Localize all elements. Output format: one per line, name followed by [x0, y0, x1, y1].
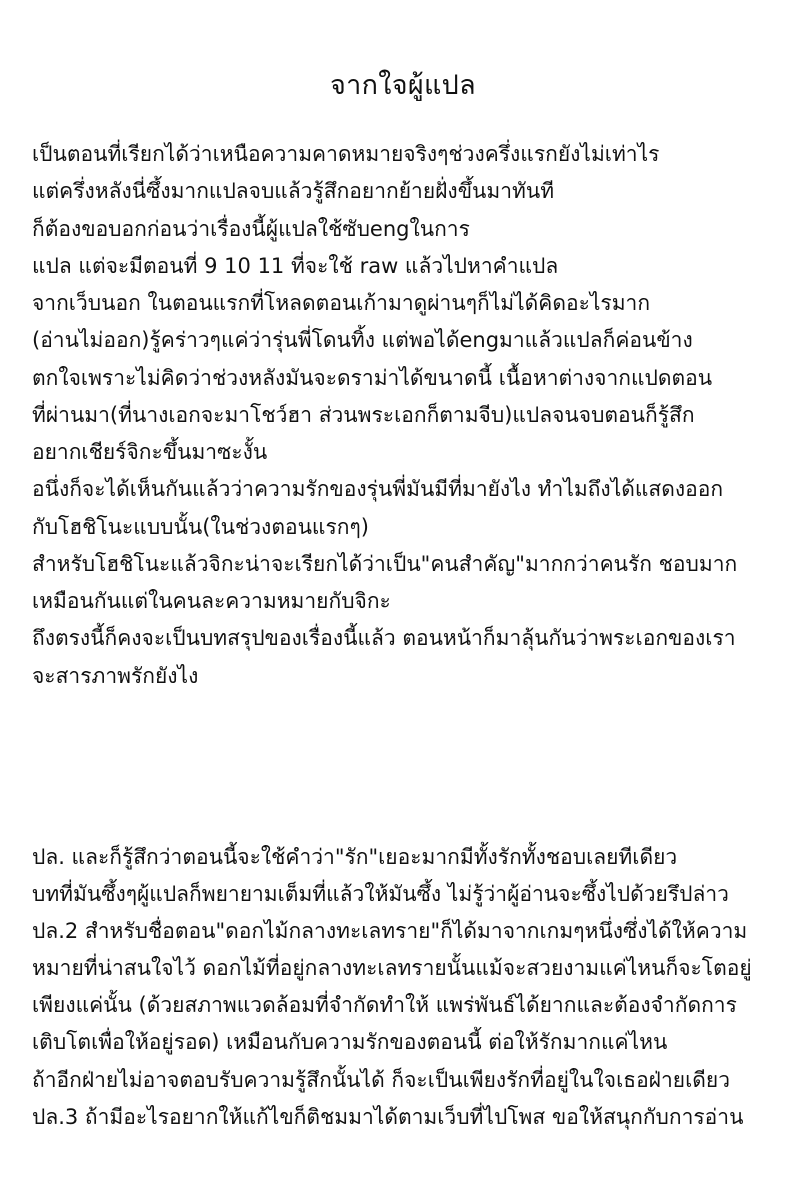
text-line: จากเว็บนอก ในตอนแรกที่โหลดตอนเก้ามาดูผ่านๆก็ไม่ได้คิดอะไรมาก — [32, 291, 651, 315]
text-line: (อ่านไม่ออก)รู้คร่าวๆแค่ว่ารุ่นพี่โดนทิ้ง แต่พอได้engมาแล้วแปลก็ค่อนข้าง — [32, 328, 693, 353]
text-line: ปล.2 สำหรับชื่อตอน"ดอกไม้กลางทะเลทราย"ก็ได้มาจากเกมๆหนึ่งซึ่งได้ให้ความ — [32, 919, 748, 944]
text-line: กับโฮชิโนะแบบนั้น(ในช่วงตอนแรกๆ) — [32, 514, 369, 539]
text-line: ก็ต้องขอบอกก่อนว่าเรื่องนี้ผู้แปลใช้ซับengในการ — [32, 216, 470, 241]
text-line: ถ้าอีกฝ่ายไม่อาจตอบรับความรู้สึกนั้นได้ ก็จะเป็นเพียงรักที่อยู่ในใจเธอฝ่ายเดียว — [32, 1067, 730, 1092]
text-line: เหมือนกันแต่ในคนละความหมายกับจิกะ — [32, 589, 391, 613]
text-line: จะสารภาพรักยังไง — [32, 663, 199, 688]
text-line: หมายที่น่าสนใจไว้ ดอกไม้ที่อยู่กลางทะเลทรายนั้นแม้จะสวยงามแค่ไหนก็จะโตอยู่ — [32, 956, 752, 981]
text-line: เติบโตเพื่อให้อยู่รอด) เหมือนกับความรักของตอนนี้ ต่อให้รักมากแค่ไหน — [32, 1030, 668, 1055]
text-line: แปล แต่จะมีตอนที่ 9 10 11 ที่จะใช้ raw แล้วไปหาคำแปล — [32, 253, 559, 278]
text-line: ปล. และก็รู้สึกว่าตอนนี้จะใช้คำว่า"รัก"เยอะมากมีทั้งรักทั้งชอบเลยทีเดียว — [32, 845, 678, 869]
page-title: จากใจผู้แปล — [330, 70, 476, 101]
text-line: ถึงตรงนี้ก็คงจะเป็นบทสรุปของเรื่องนี้แล้ว ตอนหน้าก็มาลุ้นกันว่าพระเอกของเรา — [32, 626, 736, 651]
text-line: ที่ผ่านมา(ที่นางเอกจะมาโชว์ฮา ส่วนพระเอกก็ตามจีบ)แปลจนจบตอนก็รู้สึก — [32, 402, 695, 427]
main-paragraph — [32, 136, 802, 695]
text-line: เป็นตอนที่เรียกได้ว่าเหนือความคาดหมายจริงๆช่วงครึ่งแรกยังไม่เท่าไร — [32, 142, 660, 166]
text-line: บทที่มันซึ้งๆผู้แปลก็พยายามเต็มที่แล้วให้มันซึ้ง ไม่รู้ว่าผู้อ่านจะซึ้งไปด้วยรึปล่าว — [32, 882, 729, 907]
text-line: เพียงแค่นั้น (ด้วยสภาพแวดล้อมที่จำกัดทำให้ แพร่พันธ์ได้ยากและต้องจำกัดการ — [32, 993, 737, 1018]
postscript-paragraph — [32, 839, 802, 1136]
text-line: อนึ่งก็จะได้เห็นกันแล้วว่าความรักของรุ่นพี่มันมีที่มายังไง ทำไมถึงได้แสดงออก — [32, 477, 724, 502]
text-line: อยากเชียร์จิกะขึ้นมาซะงั้น — [32, 440, 268, 464]
text-line: แต่ครึ่งหลังนี่ซึ้งมากแปลจบแล้วรู้สึกอยากย้ายฝั่งขึ้นมาทันที — [32, 179, 555, 204]
text-line: ตกใจเพราะไม่คิดว่าช่วงหลังมันจะดราม่าได้ขนาดนี้ เนื้อหาต่างจากแปดตอน — [32, 365, 713, 390]
text-line: ปล.3 ถ้ามีอะไรอยากให้แก้ไขก็ติชมมาได้ตามเว็บที่ไปโพส ขอให้สนุกกับการอ่าน — [32, 1104, 744, 1129]
text-line: สำหรับโฮชิโนะแล้วจิกะน่าจะเรียกได้ว่าเป็น"คนสำคัญ"มากกว่าคนรัก ชอบมาก — [32, 551, 738, 576]
